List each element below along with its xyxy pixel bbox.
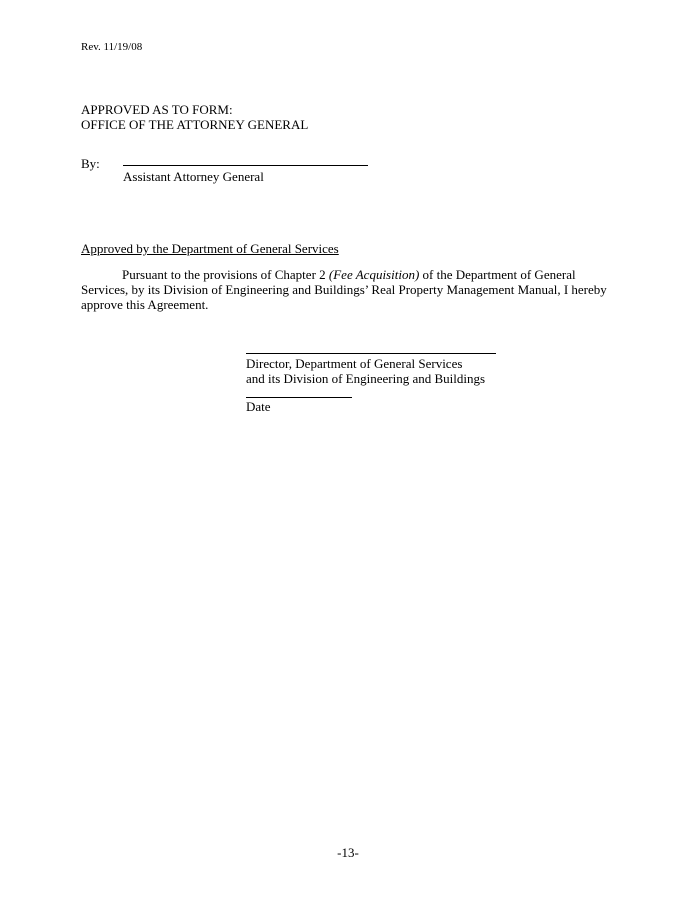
page-number: -13-: [337, 845, 359, 860]
date-signature-line: [246, 397, 352, 398]
director-title-line1: Director, Department of General Services: [246, 356, 463, 371]
revision-date: Rev. 11/19/08: [81, 41, 143, 53]
director-signature-block: [246, 356, 485, 386]
approved-as-to-form-block: [81, 102, 308, 132]
dgs-approval-heading: Approved by the Department of General Services: [81, 241, 339, 256]
paragraph-text-start: Pursuant to the provisions of Chapter 2: [122, 267, 329, 282]
by-label: By:: [81, 156, 100, 171]
paragraph-italic-text: (Fee Acquisition): [328, 267, 420, 282]
assistant-attorney-general-title: Assistant Attorney General: [123, 169, 264, 184]
attorney-signature-line: [123, 165, 368, 166]
office-attorney-general-heading: OFFICE OF THE ATTORNEY GENERAL: [81, 117, 309, 132]
date-label: Date: [246, 399, 271, 414]
paragraph-text-end: of the Department of General Services, by its Division of Engineering and Buildings’ Real Property Management Manual, I hereby approve this Agreement.: [81, 267, 607, 312]
director-signature-line: [246, 353, 496, 354]
approved-as-to-form-heading: APPROVED AS TO FORM:: [81, 102, 233, 117]
director-title-line2: and its Division of Engineering and Buildings: [246, 371, 486, 386]
approval-paragraph: [81, 267, 621, 312]
